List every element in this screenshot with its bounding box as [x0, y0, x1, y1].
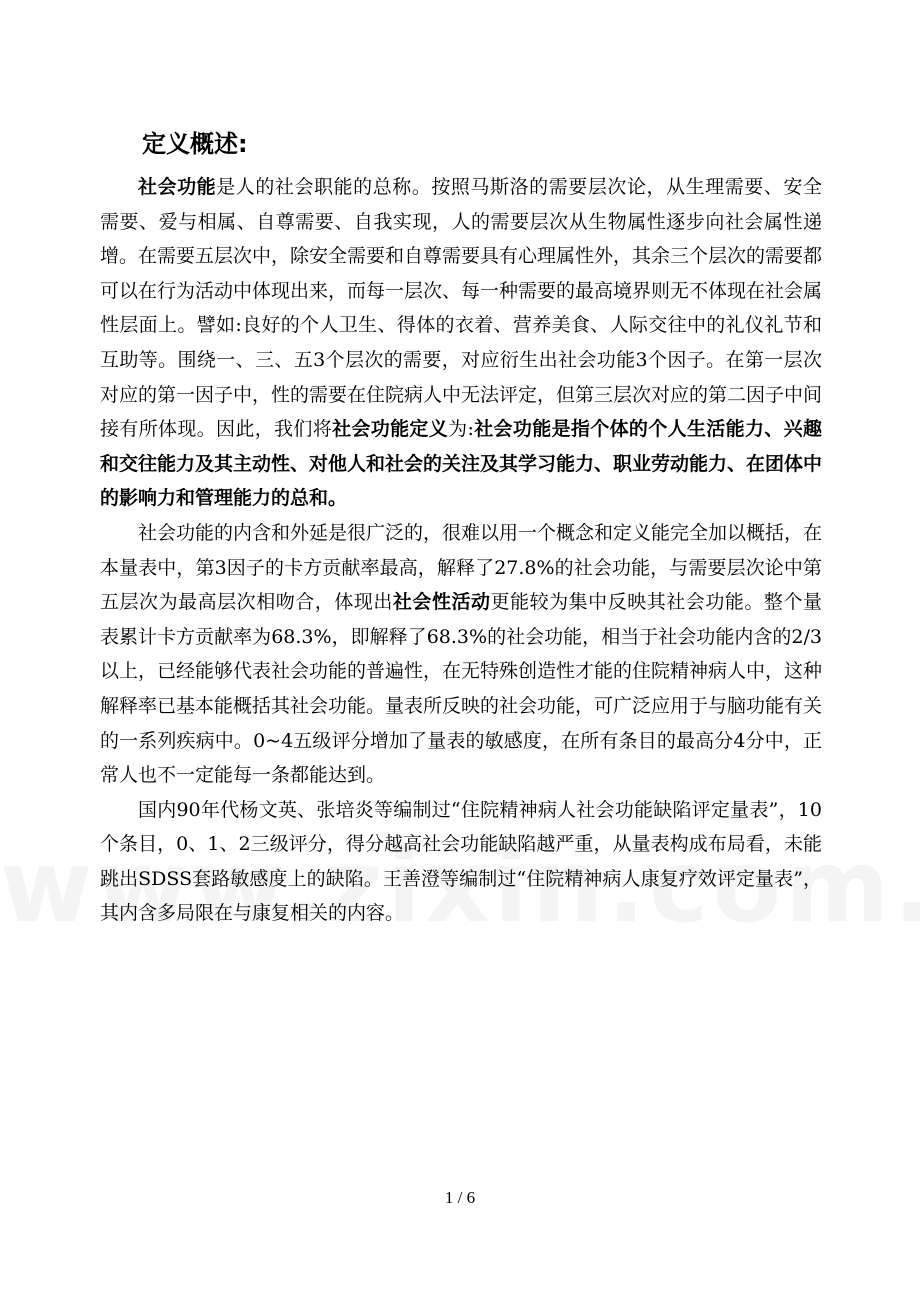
page-number: 1 / 6 [444, 1188, 476, 1207]
text-segment: 为: [448, 418, 474, 441]
section-heading: 定义概述: [142, 130, 248, 158]
text-segment: 社会功能的内含和外延是很广泛的，很难以用一个概念和定义能完全加以概括，在本量表中，第3因子的卡方贡献率最高，解释了27.8%的社会功能，与需要层次论中第五层次为最高层次相吻合，体现出 [100, 521, 823, 614]
paragraph-3 [100, 793, 822, 931]
bold-text-segment: 社会性活动 [392, 591, 491, 614]
body-text [100, 170, 822, 931]
bold-text-segment: 社会功能 [138, 176, 217, 198]
text-segment: 更能较为集中反映其社会功能。整个量表累计卡方贡献率为68.3%，即解释了68.3%的社会功能，相当于社会功能内含的2/3以上，已经能够代表社会功能的普遍性，在无特殊创造性才能的住院精神病人中，这种解释率已基本能概括其社会功能。量表所反映的社会功能，可广泛应用于与脑功能有关的一系列疾病中。0~4五级评分增加了量表的敏感度，在所有条目的最高分4分中，正常人也不一定能每一条都能达到。 [100, 591, 823, 787]
bold-text-segment: 社会功能定义 [332, 418, 449, 441]
paragraph-2 [100, 516, 822, 793]
text-segment: 国内90年代杨文英、张培炎等编制过“住院精神病人社会功能缺陷评定量表”，10个条目，0、1、2三级评分，得分越高社会功能缺陷越严重，从量表构成布局看，未能跳出SDSS套路敏感度上的缺陷。王善澄等编制过“住院精神病人康复疗效评定量表”，其内含多局限在与康复相关的内容。 [100, 798, 822, 925]
bold-text-segment: 社会功能是指个体的个人生活能力、兴趣和交往能力及其主动性、对他人和社会的关注及其学习能力、职业劳动能力、在团体中的影响力和管理能力的总和。 [100, 418, 823, 510]
paragraph-1 [100, 170, 822, 516]
text-segment: 是人的社会职能的总称。按照马斯洛的需要层次论，从生理需要、安全需要、爱与相属、自尊需要、自我实现，人的需要层次从生物属性逐步向社会属性递增。在需要五层次中，除安全需要和自尊需要具有心理属性外，其余三个层次的需要都可以在行为活动中体现出来，而每一层次、每一种需要的最高境界则无不体现在社会属性层面上。譬如:良好的个人卫生、得体的衣着、营养美食、人际交往中的礼仪礼节和互助等。围绕一、三、五3个层次的需要，对应衍生出社会功能3个因子。在第一层次对应的第一因子中，性的需要在住院病人中无法评定，但第三层次对应的第二因子中间接有所体现。因此，我们将 [100, 176, 823, 441]
